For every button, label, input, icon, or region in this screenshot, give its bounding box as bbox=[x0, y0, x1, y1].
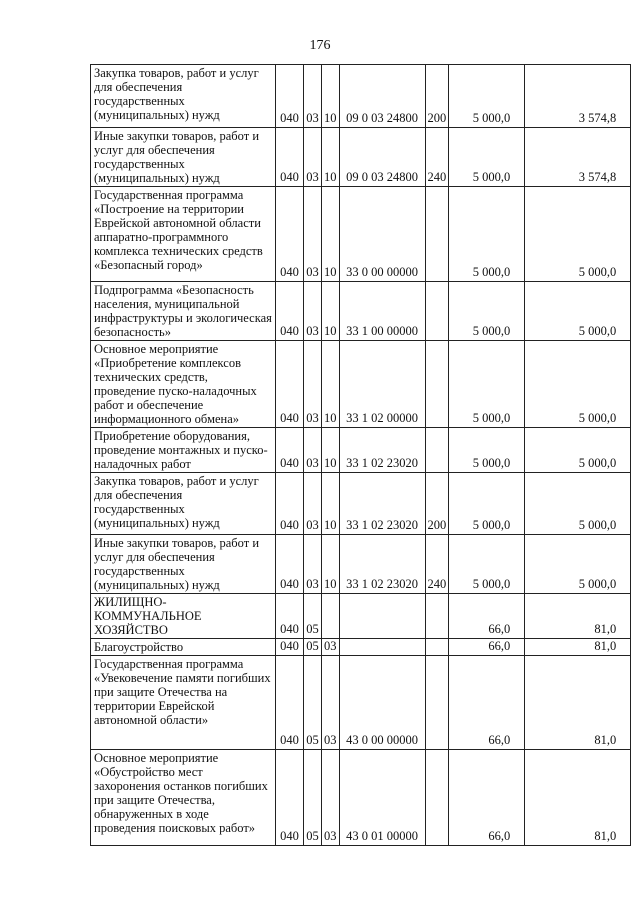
subsection-code: 03 bbox=[322, 656, 340, 750]
amount-actual: 81,0 bbox=[525, 750, 631, 846]
table-row bbox=[91, 65, 631, 128]
row-name: Приобретение оборудования, проведение монтажных и пуско-наладочных работ bbox=[91, 428, 276, 473]
ved-code: 040 bbox=[276, 128, 304, 187]
expense-type-code bbox=[425, 656, 449, 750]
expense-type-code bbox=[425, 428, 449, 473]
amount-actual: 5 000,0 bbox=[525, 187, 631, 282]
page-number: 176 bbox=[309, 38, 331, 53]
section-code: 03 bbox=[304, 341, 322, 428]
row-name: Иные закупки товаров, работ и услуг для обеспечения государственных (муниципальных) нужд bbox=[91, 535, 276, 594]
table-row bbox=[91, 282, 631, 341]
subsection-code: 10 bbox=[322, 282, 340, 341]
expense-type-code: 240 bbox=[425, 535, 449, 594]
row-name: Подпрограмма «Безопасность населения, муниципальной инфраструктуры и экологическая безопасность» bbox=[91, 282, 276, 341]
target-article-code: 43 0 00 00000 bbox=[339, 656, 425, 750]
table-row bbox=[91, 750, 631, 846]
subsection-code: 10 bbox=[322, 535, 340, 594]
ved-code: 040 bbox=[276, 187, 304, 282]
target-article-code: 33 0 00 00000 bbox=[339, 187, 425, 282]
expense-type-code: 200 bbox=[425, 473, 449, 535]
table-row bbox=[91, 187, 631, 282]
amount-actual: 81,0 bbox=[525, 639, 631, 656]
subsection-code: 03 bbox=[322, 750, 340, 846]
subsection-code: 10 bbox=[322, 473, 340, 535]
amount-plan: 66,0 bbox=[449, 594, 525, 639]
expense-type-code bbox=[425, 594, 449, 639]
target-article-code: 33 1 02 23020 bbox=[339, 473, 425, 535]
ved-code: 040 bbox=[276, 750, 304, 846]
amount-actual: 5 000,0 bbox=[525, 535, 631, 594]
amount-plan: 5 000,0 bbox=[449, 187, 525, 282]
row-name: Государственная программа «Построение на территории Еврейской автономной области аппаратно-программного комплекса технических средств «Безопасный город» bbox=[91, 187, 276, 282]
row-name: Закупка товаров, работ и услуг для обеспечения государственных (муниципальных) нужд bbox=[91, 65, 276, 128]
budget-table bbox=[90, 64, 631, 846]
row-name: Закупка товаров, работ и услуг для обеспечения государственных (муниципальных) нужд bbox=[91, 473, 276, 535]
subsection-code: 03 bbox=[322, 639, 340, 656]
subsection-code bbox=[322, 594, 340, 639]
amount-actual: 5 000,0 bbox=[525, 282, 631, 341]
section-code: 03 bbox=[304, 128, 322, 187]
target-article-code: 09 0 03 24800 bbox=[339, 128, 425, 187]
ved-code: 040 bbox=[276, 428, 304, 473]
target-article-code bbox=[339, 639, 425, 656]
amount-plan: 5 000,0 bbox=[449, 65, 525, 128]
ved-code: 040 bbox=[276, 65, 304, 128]
expense-type-code bbox=[425, 341, 449, 428]
row-name: Основное мероприятие «Приобретение комплексов технических средств, проведение пуско-наладочных работ и обеспечение информационного обмена» bbox=[91, 341, 276, 428]
amount-plan: 5 000,0 bbox=[449, 535, 525, 594]
section-code: 03 bbox=[304, 535, 322, 594]
target-article-code: 43 0 01 00000 bbox=[339, 750, 425, 846]
amount-plan: 5 000,0 bbox=[449, 282, 525, 341]
section-code: 03 bbox=[304, 473, 322, 535]
target-article-code: 09 0 03 24800 bbox=[339, 65, 425, 128]
table-row bbox=[91, 128, 631, 187]
ved-code: 040 bbox=[276, 341, 304, 428]
amount-plan: 66,0 bbox=[449, 656, 525, 750]
amount-plan: 66,0 bbox=[449, 639, 525, 656]
section-code: 03 bbox=[304, 428, 322, 473]
amount-actual: 5 000,0 bbox=[525, 473, 631, 535]
subsection-code: 10 bbox=[322, 128, 340, 187]
amount-actual: 5 000,0 bbox=[525, 341, 631, 428]
subsection-code: 10 bbox=[322, 187, 340, 282]
section-code: 05 bbox=[304, 594, 322, 639]
target-article-code: 33 1 00 00000 bbox=[339, 282, 425, 341]
section-code: 05 bbox=[304, 656, 322, 750]
row-name: Государственная программа «Увековечение памяти погибших при защите Отечества на территории Еврейской автономной области» bbox=[91, 656, 276, 750]
table-row bbox=[91, 341, 631, 428]
row-name: Основное мероприятие «Обустройство мест захоронения останков погибших при защите Отечества, обнаруженных в ходе проведения поисковых работ» bbox=[91, 750, 276, 846]
section-code: 03 bbox=[304, 65, 322, 128]
row-name: ЖИЛИЩНО-КОММУНАЛЬНОЕ ХОЗЯЙСТВО bbox=[91, 594, 276, 639]
amount-plan: 5 000,0 bbox=[449, 128, 525, 187]
ved-code: 040 bbox=[276, 282, 304, 341]
section-code: 03 bbox=[304, 282, 322, 341]
table-row bbox=[91, 428, 631, 473]
amount-actual: 5 000,0 bbox=[525, 428, 631, 473]
amount-actual: 81,0 bbox=[525, 656, 631, 750]
amount-actual: 3 574,8 bbox=[525, 65, 631, 128]
ved-code: 040 bbox=[276, 656, 304, 750]
table-row bbox=[91, 639, 631, 656]
section-code: 03 bbox=[304, 187, 322, 282]
subsection-code: 10 bbox=[322, 341, 340, 428]
ved-code: 040 bbox=[276, 639, 304, 656]
section-code: 05 bbox=[304, 750, 322, 846]
amount-plan: 5 000,0 bbox=[449, 428, 525, 473]
target-article-code: 33 1 02 00000 bbox=[339, 341, 425, 428]
target-article-code: 33 1 02 23020 bbox=[339, 428, 425, 473]
expense-type-code bbox=[425, 187, 449, 282]
expense-type-code: 240 bbox=[425, 128, 449, 187]
section-code: 05 bbox=[304, 639, 322, 656]
row-name: Иные закупки товаров, работ и услуг для обеспечения государственных (муниципальных) нужд bbox=[91, 128, 276, 187]
amount-plan: 5 000,0 bbox=[449, 341, 525, 428]
expense-type-code bbox=[425, 282, 449, 341]
amount-actual: 3 574,8 bbox=[525, 128, 631, 187]
target-article-code: 33 1 02 23020 bbox=[339, 535, 425, 594]
expense-type-code bbox=[425, 750, 449, 846]
subsection-code: 10 bbox=[322, 65, 340, 128]
subsection-code: 10 bbox=[322, 428, 340, 473]
expense-type-code: 200 bbox=[425, 65, 449, 128]
amount-actual: 81,0 bbox=[525, 594, 631, 639]
amount-plan: 5 000,0 bbox=[449, 473, 525, 535]
table-row bbox=[91, 473, 631, 535]
ved-code: 040 bbox=[276, 594, 304, 639]
expense-type-code bbox=[425, 639, 449, 656]
row-name: Благоустройство bbox=[91, 639, 276, 656]
amount-plan: 66,0 bbox=[449, 750, 525, 846]
table-row bbox=[91, 594, 631, 639]
ved-code: 040 bbox=[276, 473, 304, 535]
table-row bbox=[91, 656, 631, 750]
table-row bbox=[91, 535, 631, 594]
target-article-code bbox=[339, 594, 425, 639]
ved-code: 040 bbox=[276, 535, 304, 594]
